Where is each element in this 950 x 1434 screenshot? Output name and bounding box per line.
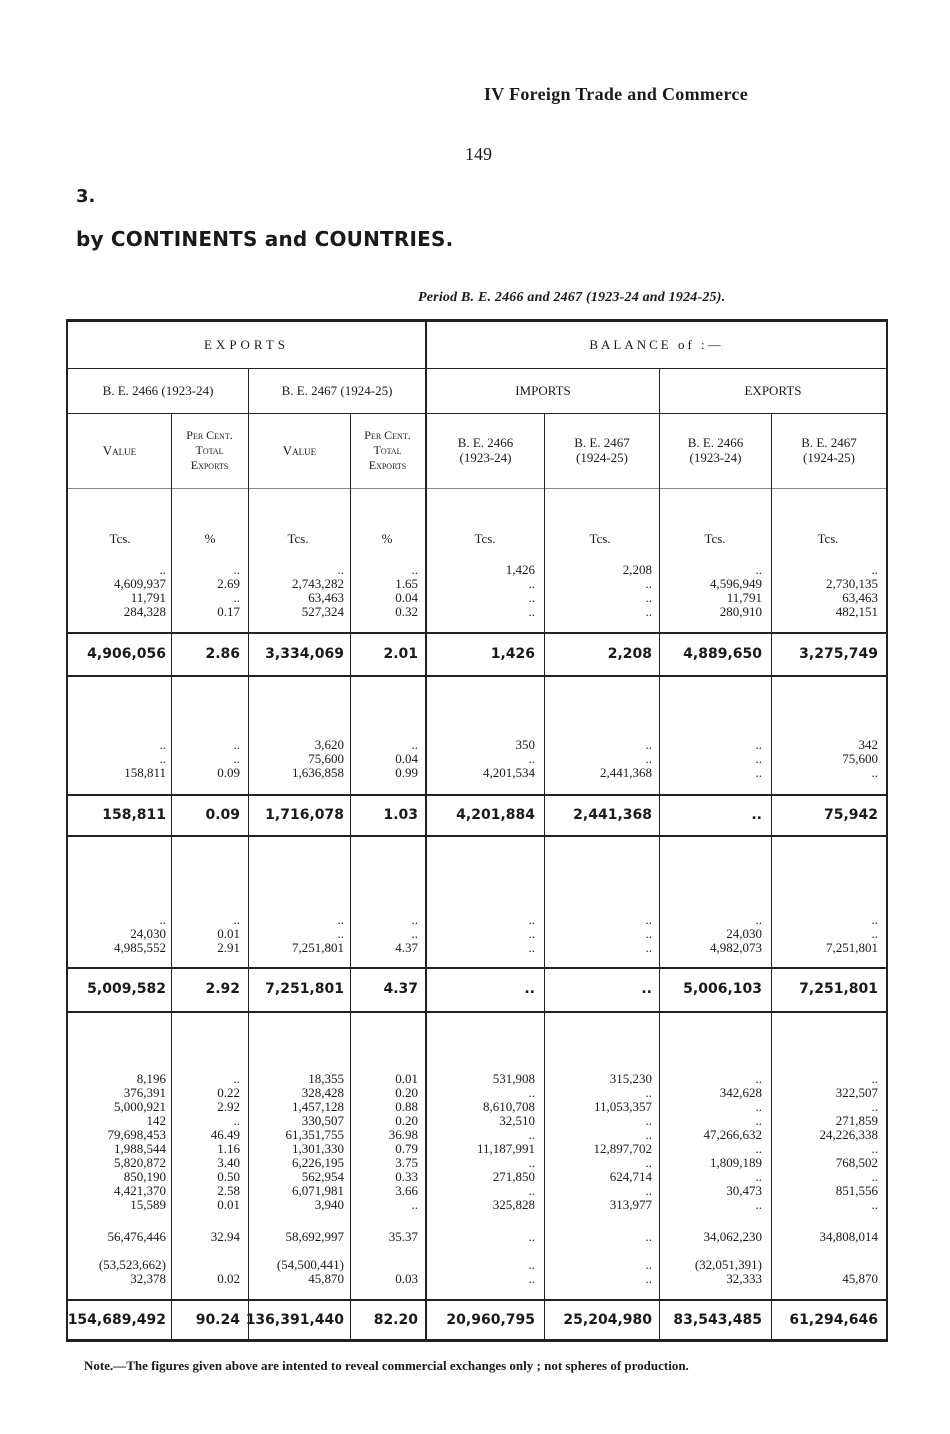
- table-cell: 3,940: [314, 1197, 344, 1212]
- imports-header: IMPORTS: [515, 383, 571, 398]
- table-cell: ..: [755, 562, 762, 577]
- table-cell: 11,187,991: [476, 1141, 535, 1156]
- table-cell: 4,906,056: [87, 646, 166, 662]
- table-cell: 35.37: [388, 1229, 418, 1244]
- table-cell: 0.01: [395, 1071, 418, 1086]
- table-cell: 142: [146, 1113, 166, 1128]
- table-cell: 24,030: [726, 926, 762, 941]
- table-subtitle: by CONTINENTS and COUNTRIES.: [76, 227, 454, 251]
- table-cell: 313,977: [609, 1197, 652, 1212]
- table-cell: ..: [755, 1197, 762, 1212]
- table-cell: 158,811: [102, 807, 166, 823]
- table-cell: ..: [645, 940, 652, 955]
- table-cell: 90.24: [195, 1312, 240, 1328]
- table-cell: 136,391,440: [245, 1312, 344, 1328]
- table-cell: 0.09: [217, 765, 240, 780]
- table-cell: ..: [645, 590, 652, 605]
- table-cell: 0.79: [395, 1141, 418, 1156]
- rule-grand-top: [66, 1299, 888, 1301]
- table-cell: 4,982,073: [710, 940, 762, 955]
- table-cell: 82.20: [373, 1312, 418, 1328]
- unit-label: Tcs.: [287, 531, 309, 546]
- table-cell: 624,714: [609, 1169, 652, 1184]
- table-cell: 2.01: [383, 646, 418, 662]
- table-cell: 79,698,453: [107, 1127, 166, 1142]
- table-cell: 11,791: [130, 590, 166, 605]
- table-cell: 0.17: [217, 604, 240, 619]
- table-cell: 1.03: [383, 807, 418, 823]
- table-cell: 2.58: [217, 1183, 240, 1198]
- table-cell: ..: [871, 912, 878, 927]
- table-cell: ..: [411, 737, 418, 752]
- table-cell: 2,743,282: [292, 576, 344, 591]
- rule-right: [886, 319, 888, 1341]
- rule-pct2: [350, 414, 351, 1340]
- table-cell: 0.88: [395, 1099, 418, 1114]
- table-cell: 32,378: [130, 1271, 166, 1286]
- table-cell: 0.20: [395, 1113, 418, 1128]
- table-cell: 56,476,446: [107, 1229, 166, 1244]
- section-number: 3.: [76, 186, 96, 207]
- table-cell: ..: [755, 1141, 762, 1156]
- rule-exp-split: [771, 414, 772, 1340]
- table-cell: ..: [528, 926, 535, 941]
- table-cell: 330,507: [301, 1113, 344, 1128]
- table-cell: 315,230: [609, 1071, 652, 1086]
- table-cell: ..: [645, 926, 652, 941]
- table-cell: 531,908: [492, 1071, 535, 1086]
- table-cell: 11,791: [726, 590, 762, 605]
- table-cell: ..: [159, 751, 166, 766]
- table-cell: 1,426: [490, 646, 535, 662]
- unit-label: Tcs.: [474, 531, 496, 546]
- table-cell: ..: [528, 1085, 535, 1100]
- table-cell: ..: [871, 1141, 878, 1156]
- table-cell: 1.16: [217, 1141, 240, 1156]
- table-cell: ..: [871, 1169, 878, 1184]
- balance-header: BALANCE of :—: [589, 337, 724, 352]
- table-cell: 1,301,330: [292, 1141, 344, 1156]
- table-cell: 0.09: [205, 807, 240, 823]
- table-cell: ..: [528, 1183, 535, 1198]
- table-cell: 3,620: [314, 737, 344, 752]
- table-cell: ..: [528, 1127, 535, 1142]
- imp-2467-header: B. E. 2467 (1924-25): [574, 435, 630, 465]
- table-cell: ..: [528, 604, 535, 619]
- unit-label: Tcs.: [109, 531, 131, 546]
- table-cell: 280,910: [719, 604, 762, 619]
- table-cell: ..: [755, 1099, 762, 1114]
- table-cell: ..: [641, 981, 652, 997]
- rule-left: [66, 319, 68, 1341]
- table-cell: ..: [233, 562, 240, 577]
- table-cell: ..: [233, 912, 240, 927]
- table-cell: ..: [337, 926, 344, 941]
- table-cell: 4,985,552: [114, 940, 166, 955]
- table-cell: 2.69: [217, 576, 240, 591]
- table-cell: 75,600: [842, 751, 878, 766]
- table-cell: ..: [159, 912, 166, 927]
- table-cell: ..: [233, 590, 240, 605]
- table-cell: 5,000,921: [114, 1099, 166, 1114]
- period-line: Period B. E. 2466 and 2467 (1923-24 and 1924-25).: [418, 290, 726, 305]
- table-cell: 0.32: [395, 604, 418, 619]
- table-cell: ..: [645, 1155, 652, 1170]
- table-cell: 271,859: [835, 1113, 878, 1128]
- table-cell: 7,251,801: [799, 981, 878, 997]
- unit-label: Tcs.: [589, 531, 611, 546]
- table-cell: 2,441,368: [573, 807, 652, 823]
- table-cell: ..: [871, 926, 878, 941]
- table-cell: ..: [528, 590, 535, 605]
- table-cell: 0.01: [217, 1197, 240, 1212]
- table-cell: 2.91: [217, 940, 240, 955]
- table-cell: 46.49: [210, 1127, 240, 1142]
- table-cell: ..: [528, 1257, 535, 1272]
- exports-header: EXPORTS: [203, 337, 289, 352]
- table-cell: 0.04: [395, 590, 418, 605]
- table-cell: ..: [233, 751, 240, 766]
- table-cell: 2,730,135: [826, 576, 878, 591]
- table-cell: ..: [755, 1113, 762, 1128]
- table-cell: 342,628: [719, 1085, 762, 1100]
- exports-2467-header: B. E. 2467 (1924-25): [281, 383, 393, 398]
- table-cell: 271,850: [492, 1169, 535, 1184]
- exp-2466-header: B. E. 2466 (1923-24): [687, 435, 744, 465]
- rule-g3-total-bottom: [66, 1011, 888, 1013]
- table-cell: 284,328: [123, 604, 166, 619]
- table-cell: 36.98: [388, 1127, 418, 1142]
- table-cell: ..: [645, 737, 652, 752]
- table-cell: 1,988,544: [114, 1141, 166, 1156]
- table-cell: 4,201,884: [456, 807, 535, 823]
- table-cell: 1.65: [395, 576, 418, 591]
- imp-2466-header: B. E. 2466 (1923-24): [457, 435, 514, 465]
- table-cell: ..: [645, 1229, 652, 1244]
- table-cell: 4,596,949: [710, 576, 762, 591]
- table-cell: 18,355: [308, 1071, 344, 1086]
- table-cell: ..: [645, 751, 652, 766]
- table-cell: 350: [515, 737, 535, 752]
- table-cell: 5,820,872: [114, 1155, 166, 1170]
- table-cell: ..: [528, 576, 535, 591]
- table-cell: 4,889,650: [683, 646, 762, 662]
- table-cell: 2,208: [607, 646, 652, 662]
- rule-g2-total-top: [66, 794, 888, 796]
- table-cell: ..: [528, 912, 535, 927]
- table-cell: 1,809,189: [710, 1155, 762, 1170]
- pct-header-2: Per Cent. Total Exports: [364, 428, 411, 472]
- table-cell: 4,421,370: [114, 1183, 166, 1198]
- table-cell: ..: [159, 562, 166, 577]
- table-cell: 376,391: [123, 1085, 166, 1100]
- table-cell: 0.03: [395, 1271, 418, 1286]
- table-cell: ..: [645, 1113, 652, 1128]
- table-cell: 12,897,702: [593, 1141, 652, 1156]
- table-cell: 3.66: [395, 1183, 418, 1198]
- table-cell: 325,828: [492, 1197, 535, 1212]
- table-cell: 328,428: [301, 1085, 344, 1100]
- table-cell: 2,441,368: [600, 765, 652, 780]
- table-cell: 20,960,795: [446, 1312, 535, 1328]
- table-cell: 342: [858, 737, 878, 752]
- table-cell: 3,334,069: [265, 646, 344, 662]
- table-cell: ..: [528, 1271, 535, 1286]
- table-cell: 768,502: [835, 1155, 878, 1170]
- table-cell: 8,196: [136, 1071, 166, 1086]
- table-cell: ..: [755, 765, 762, 780]
- table-cell: 0.33: [395, 1169, 418, 1184]
- rule-pct1: [171, 414, 172, 1340]
- table-cell: 0.20: [395, 1085, 418, 1100]
- table-cell: 154,689,492: [67, 1312, 166, 1328]
- table-cell: ..: [755, 1169, 762, 1184]
- table-cell: ..: [755, 912, 762, 927]
- table-cell: 7,251,801: [265, 981, 344, 997]
- table-cell: 75,600: [308, 751, 344, 766]
- rule-header-1: [66, 368, 888, 369]
- table-cell: ..: [645, 1127, 652, 1142]
- table-cell: 7,251,801: [826, 940, 878, 955]
- table-cell: 63,463: [842, 590, 878, 605]
- table-cell: 5,006,103: [683, 981, 762, 997]
- rule-g3-total-top: [66, 967, 888, 969]
- table-cell: 0.01: [217, 926, 240, 941]
- table-cell: (32,051,391): [694, 1257, 762, 1272]
- table-cell: ..: [337, 912, 344, 927]
- table-cell: 2,208: [622, 562, 652, 577]
- table-cell: ..: [411, 912, 418, 927]
- exports-2466-header: B. E. 2466 (1923-24): [102, 383, 214, 398]
- table-cell: 2.86: [205, 646, 240, 662]
- table-cell: ..: [645, 576, 652, 591]
- rule-header-2: [66, 413, 888, 414]
- table-cell: 45,870: [308, 1271, 344, 1286]
- table-cell: ..: [871, 1197, 878, 1212]
- table-cell: ..: [645, 1183, 652, 1198]
- table-cell: 47,266,632: [703, 1127, 762, 1142]
- table-cell: 58,692,997: [285, 1229, 344, 1244]
- table-cell: ..: [645, 1085, 652, 1100]
- unit-label: Tcs.: [704, 531, 726, 546]
- table-cell: ..: [528, 1229, 535, 1244]
- table-cell: 32.94: [210, 1229, 240, 1244]
- table-cell: 3.75: [395, 1155, 418, 1170]
- table-cell: ..: [337, 562, 344, 577]
- table-cell: 0.50: [217, 1169, 240, 1184]
- table-cell: 4.37: [395, 940, 418, 955]
- table-cell: (53,523,662): [98, 1257, 166, 1272]
- rule-bottom: [66, 1339, 888, 1342]
- table-cell: (54,500,441): [276, 1257, 344, 1272]
- page-number: 149: [465, 144, 492, 164]
- table-cell: 527,324: [301, 604, 344, 619]
- table-cell: ..: [411, 1197, 418, 1212]
- table-cell: 61,294,646: [789, 1312, 878, 1328]
- table-cell: ..: [411, 562, 418, 577]
- unit-label: %: [381, 531, 393, 546]
- table-cell: 6,071,981: [292, 1183, 344, 1198]
- table-cell: 1,636,858: [292, 765, 344, 780]
- table-cell: ..: [871, 1071, 878, 1086]
- rule-imports-exports: [659, 369, 660, 1340]
- table-cell: ..: [528, 940, 535, 955]
- table-cell: 1,457,128: [292, 1099, 344, 1114]
- exp-2467-header: B. E. 2467 (1924-25): [801, 435, 857, 465]
- table-cell: 30,473: [726, 1183, 762, 1198]
- table-cell: 25,204,980: [563, 1312, 652, 1328]
- table-cell: ..: [233, 1071, 240, 1086]
- table-cell: 15,589: [130, 1197, 166, 1212]
- table-cell: 562,954: [301, 1169, 344, 1184]
- table-cell: 5,009,582: [87, 981, 166, 997]
- rule-exports-balance: [425, 322, 427, 1340]
- table-cell: ..: [755, 751, 762, 766]
- table-cell: ..: [528, 751, 535, 766]
- table-cell: ..: [755, 737, 762, 752]
- table-cell: 2.92: [217, 1099, 240, 1114]
- table-cell: 4,201,534: [483, 765, 535, 780]
- table-cell: 34,808,014: [819, 1229, 878, 1244]
- table-cell: 0.22: [217, 1085, 240, 1100]
- value-header-2: Value: [282, 443, 317, 458]
- table-cell: 34,062,230: [703, 1229, 762, 1244]
- table-cell: ..: [645, 604, 652, 619]
- table-cell: 850,190: [123, 1169, 166, 1184]
- table-cell: ..: [233, 1113, 240, 1128]
- rule-top: [66, 319, 888, 322]
- table-cell: ..: [528, 1155, 535, 1170]
- table-cell: 32,510: [499, 1113, 535, 1128]
- rule-g1-total-top: [66, 632, 888, 634]
- unit-label: %: [204, 531, 216, 546]
- table-cell: ..: [871, 562, 878, 577]
- table-cell: 11,053,357: [593, 1099, 652, 1114]
- table-cell: ..: [755, 1071, 762, 1086]
- pct-header-1: Per Cent. Total Exports: [186, 428, 233, 472]
- table-cell: 32,333: [726, 1271, 762, 1286]
- table-cell: 3,275,749: [799, 646, 878, 662]
- table-cell: ..: [871, 765, 878, 780]
- table-cell: 63,463: [308, 590, 344, 605]
- table-cell: 2.92: [205, 981, 240, 997]
- table-cell: 75,942: [823, 807, 878, 823]
- value-header-1: Value: [102, 443, 137, 458]
- table-cell: 83,543,485: [673, 1312, 762, 1328]
- table-cell: ..: [411, 926, 418, 941]
- table-cell: 0.99: [395, 765, 418, 780]
- table-cell: 4,609,937: [114, 576, 166, 591]
- table-cell: ..: [871, 1099, 878, 1114]
- footnote: Note.—The figures given above are intented to reveal commercial exchanges only ; not spheres of production.: [84, 1358, 689, 1373]
- table-cell: 8,610,708: [483, 1099, 535, 1114]
- table-cell: 24,226,338: [819, 1127, 878, 1142]
- rule-2466-2467: [248, 369, 249, 1340]
- table-cell: ..: [645, 1257, 652, 1272]
- table-cell: 322,507: [835, 1085, 878, 1100]
- chapter-heading: IV Foreign Trade and Commerce: [484, 84, 749, 104]
- table-cell: 0.02: [217, 1271, 240, 1286]
- table-cell: 0.04: [395, 751, 418, 766]
- table-cell: ..: [233, 737, 240, 752]
- unit-label: Tcs.: [817, 531, 839, 546]
- rule-g1-total-bottom: [66, 675, 888, 677]
- rule-imp-split: [544, 414, 545, 1340]
- table-cell: 3.40: [217, 1155, 240, 1170]
- rule-g2-total-bottom: [66, 835, 888, 837]
- table-cell: ..: [524, 981, 535, 997]
- table-cell: 6,226,195: [292, 1155, 344, 1170]
- table-cell: 1,426: [505, 562, 535, 577]
- rule-header-3: [66, 488, 888, 489]
- table-cell: 45,870: [842, 1271, 878, 1286]
- table-cell: ..: [159, 737, 166, 752]
- table-cell: 61,351,755: [285, 1127, 344, 1142]
- table-cell: 482,151: [835, 604, 878, 619]
- balance-exports-header: EXPORTS: [744, 383, 802, 398]
- table-cell: 158,811: [124, 765, 166, 780]
- table-cell: ..: [645, 912, 652, 927]
- table-cell: ..: [645, 1271, 652, 1286]
- table-cell: 1,716,078: [265, 807, 344, 823]
- table-cell: 24,030: [130, 926, 166, 941]
- table-cell: 7,251,801: [292, 940, 344, 955]
- table-cell: 851,556: [835, 1183, 878, 1198]
- table-cell: ..: [751, 807, 762, 823]
- table-cell: 4.37: [383, 981, 418, 997]
